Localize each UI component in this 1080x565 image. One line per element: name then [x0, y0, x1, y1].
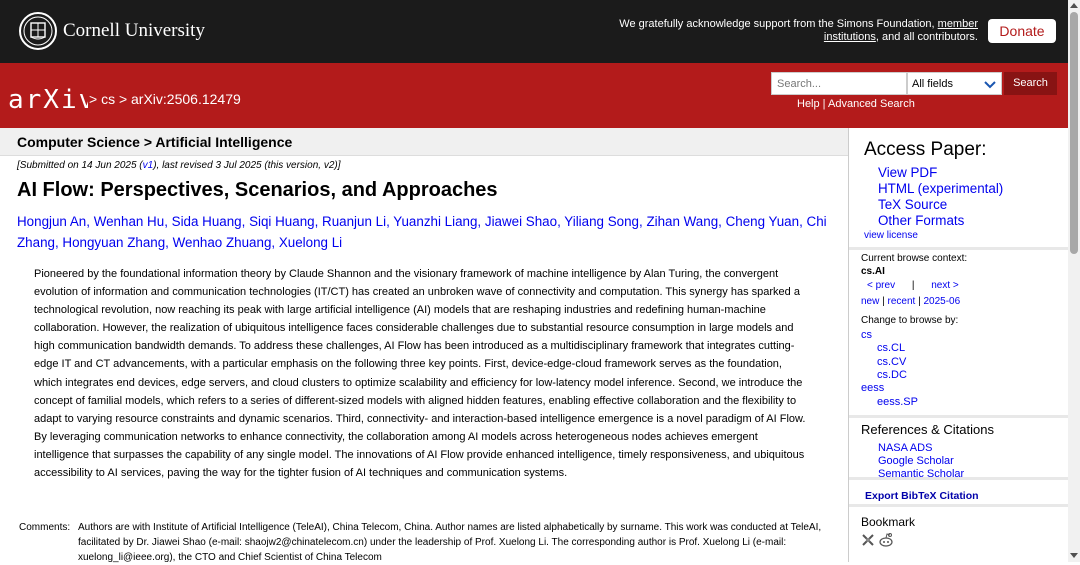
abstract: Pioneered by the foundational information theory by Claude Shannon and the visionary framework of machine intelligence by Alan Turing, the convergent evolution of information and communication technologies (IT/CT) has created an unbroken wave of connectivity and computation. This synergy has sparked a technological revolution, now reaching its peak with large artificial intelligence (AI) models that are reshaping industries and redefining human-machine collaboration. However, the realization of ubiquitous intelligence faces considerable challenges due to substantial resource consumption in large models and high communication bandwidth demands. To address these challenges, AI Flow has been introduced as a multidisciplinary framework that integrates cutting-edge IT and CT advancements, with a particular emphasis on the following three key points. First, device-edge-cloud framework serves as the foundation, which integrates end devices, edge servers, and cloud clusters to optimize scalability and efficiency for low-latency model inference. Second, we introduce the concept of familial models, which refers to a series of different-sized models with aligned hidden features, enabling effective collaboration and the flexibility to adapt to varying resource constraints and dynamic scenarios. Third, connectivity- and interaction-based intelligence emergence is a novel paradigm of AI Flow. By leveraging communication networks to enhance connectivity, the collaboration among AI models across heterogeneous nodes achieves emergent intelligence that surpasses the capability of any single model. The innovations of AI Flow provide enhanced intelligence, timely responsiveness, and ubiquitous accessibility to AI services, paving the way for the tighter fusion of AI techniques and communication systems.: [34, 268, 806, 480]
references-title: References & Citations: [861, 422, 994, 437]
author-link[interactable]: Hongjun An: [17, 214, 87, 229]
author-link[interactable]: Zihan Wang: [646, 214, 719, 229]
scroll-up-arrow-icon[interactable]: [1070, 3, 1078, 8]
submission-dateline: [Submitted on 14 Jun 2025 (v1), last revised 3 Jul 2025 (this version, v2)]: [17, 160, 341, 171]
tex-source-link[interactable]: TeX Source: [878, 197, 948, 212]
arxiv-header: [0, 63, 1068, 128]
bookmark-title: Bookmark: [861, 515, 916, 529]
change-browse-label: Change to browse by:: [861, 315, 959, 326]
author-list: Hongjun An, Wenhan Hu, Sida Huang, Siqi Huang, Ruanjun Li, Yuanzhi Liang, Jiawei Shao, Yiliang Song, Zihan Wang, Cheng Yuan, Chi Zhang, Hongyuan Zhang, Wenhao Zhuang, Xuelong Li: [17, 214, 827, 250]
breadcrumb: > cs > arXiv:2506.12479: [89, 91, 241, 107]
cornell-seal-icon[interactable]: [19, 12, 57, 50]
prev-link[interactable]: < prev: [867, 280, 896, 291]
google-scholar-link[interactable]: Google Scholar: [878, 455, 954, 467]
scroll-thumb[interactable]: [1070, 12, 1078, 254]
acknowledgement-text: We gratefully acknowledge support from the Simons Foundation, member institutions, and all contributors.: [619, 18, 978, 43]
author-link[interactable]: Cheng Yuan: [725, 214, 800, 229]
browse-category-link[interactable]: cs: [861, 329, 872, 341]
cornell-university-name[interactable]: Cornell University: [63, 20, 205, 41]
bibsonomy-icon[interactable]: [861, 533, 875, 552]
new-link[interactable]: new: [861, 296, 880, 307]
view-pdf-link[interactable]: View PDF: [878, 165, 938, 180]
sidebar: [848, 128, 1068, 562]
html-link[interactable]: HTML (experimental): [878, 181, 1004, 196]
recent-link[interactable]: recent: [887, 296, 916, 307]
author-link[interactable]: Siqi Huang: [249, 214, 315, 229]
browse-category-link[interactable]: cs.CV: [877, 355, 907, 368]
author-link[interactable]: Wenhao Zhuang: [172, 234, 272, 250]
new-recent-date: new | recent | 2025-06: [861, 296, 961, 307]
access-paper-title: Access Paper:: [864, 139, 987, 160]
version-v1-link[interactable]: v1: [142, 160, 154, 171]
scroll-down-arrow-icon[interactable]: [1070, 553, 1078, 558]
search-field-select[interactable]: All fields: [907, 72, 1002, 95]
arxiv-logo-icon[interactable]: [8, 80, 88, 119]
help-links: Help | Advanced Search: [797, 98, 915, 110]
author-link[interactable]: Jiawei Shao: [484, 214, 558, 229]
donate-button[interactable]: Donate: [988, 19, 1056, 43]
author-link[interactable]: Sida Huang: [171, 214, 242, 229]
subject-heading: Computer Science > Artificial Intelligence: [17, 134, 293, 150]
date-link[interactable]: 2025-06: [923, 296, 961, 307]
comments-text: Authors are with Institute of Artificial Intelligence (TeleAI), China Telecom, China. Author names are listed alphabetically by surname. This work was conducted at TeleAI, facilitated by Dr. Jiawei Shao (e-mail: shaojw2@chinatelecom.cn) under the leadership of Prof. Xuelong Li. The corresponding author is Prof. Xuelong Li (e-mail: xuelong_li@ieee.org), the CTO and Chief Scientist of China Telecom: [78, 522, 822, 563]
search-button[interactable]: Search: [1004, 72, 1057, 95]
chevron-down-icon: [983, 77, 997, 94]
author-link[interactable]: Yuanzhi Liang: [393, 214, 478, 229]
browse-context-label: Current browse context:: [861, 253, 968, 264]
author-link[interactable]: Yiliang Song: [564, 214, 639, 229]
author-link[interactable]: Hongyuan Zhang: [62, 234, 166, 250]
advanced-search-link[interactable]: Advanced Search: [828, 98, 915, 110]
help-link[interactable]: Help: [797, 98, 820, 110]
member-institutions-link[interactable]: member institutions: [823, 18, 978, 43]
paper-title: AI Flow: Perspectives, Scenarios, and Approaches: [17, 179, 498, 201]
author-link[interactable]: Chi Zhang: [17, 214, 827, 250]
browse-context-value: cs.AI: [861, 266, 885, 277]
nasa-ads-link[interactable]: NASA ADS: [878, 442, 933, 454]
prev-next-nav: < prev | next >: [867, 280, 959, 291]
cornell-topbar: [0, 0, 1068, 63]
access-paper-block: [849, 128, 1069, 250]
page-scrollbar[interactable]: [1068, 0, 1080, 562]
bookmark-block: [849, 507, 1069, 562]
subject-bar: [0, 128, 848, 156]
search-input[interactable]: Search...: [771, 72, 907, 95]
semantic-scholar-link[interactable]: Semantic Scholar: [878, 468, 965, 480]
browse-category-link[interactable]: cs.DC: [877, 368, 907, 381]
export-bibtex-link[interactable]: Export BibTeX Citation: [865, 490, 979, 502]
comments-label: Comments:: [19, 522, 71, 533]
other-formats-link[interactable]: Other Formats: [878, 213, 965, 228]
browse-category-link[interactable]: eess.SP: [877, 395, 918, 408]
svg-text:arXiv: arXiv: [8, 85, 88, 114]
author-link[interactable]: Wenhan Hu: [93, 214, 165, 229]
author-link[interactable]: Ruanjun Li: [322, 214, 387, 229]
export-block: [849, 480, 1069, 507]
author-link[interactable]: Xuelong Li: [278, 234, 343, 250]
browse-category-link[interactable]: cs.CL: [877, 342, 906, 355]
next-link[interactable]: next >: [931, 280, 959, 291]
browse-category-link[interactable]: eess: [861, 382, 885, 395]
references-block: [849, 418, 1069, 480]
reddit-icon[interactable]: [878, 532, 894, 553]
access-links: [878, 165, 1003, 229]
view-license-link[interactable]: view license: [864, 230, 918, 241]
browse-context-block: [849, 250, 1069, 418]
paper-main: [0, 128, 848, 562]
